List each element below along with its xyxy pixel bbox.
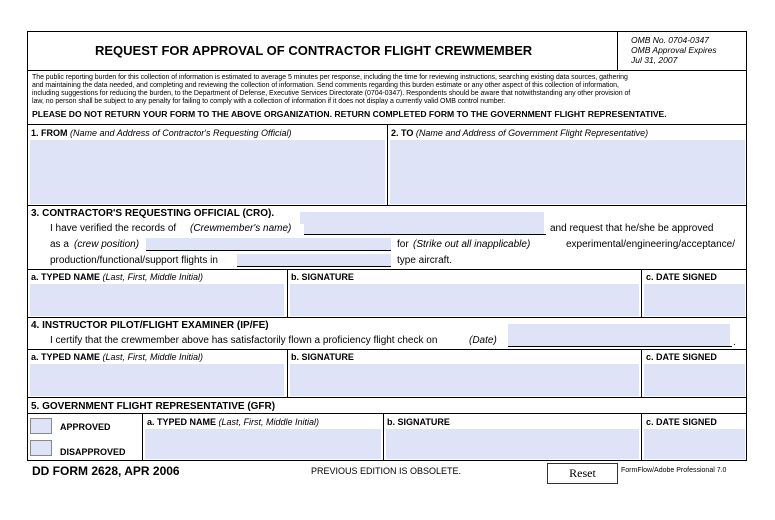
- section3-rule: [27, 317, 747, 318]
- from-label-text: 1. FROM: [31, 128, 68, 138]
- section4-typed-name-label: [31, 352, 203, 362]
- section5-typed-name-label: [147, 417, 319, 427]
- section3-divider-2: [641, 269, 642, 317]
- crewmember-name-field[interactable]: [304, 222, 544, 234]
- aircraft-type-field[interactable]: [237, 254, 391, 266]
- burden-line-1: The public reporting burden for this collection of information is estimated to average 5 minutes per response, including the time for reviewing instructions, searching existing data sources, gathering: [32, 74, 628, 81]
- section4-line1-date: (Date): [469, 335, 497, 346]
- section3-line2-a: as a: [50, 239, 69, 250]
- header-divider: [617, 31, 618, 70]
- form-title: REQUEST FOR APPROVAL OF CONTRACTOR FLIGHT CREWMEMBER: [95, 43, 533, 58]
- omb-date: Jul 31, 2007: [631, 55, 678, 65]
- section3-divider-1: [287, 269, 288, 317]
- section4-sig-rule: [27, 349, 747, 350]
- from-label-sub: (Name and Address of Contractor's Requesting Official): [70, 128, 292, 138]
- section5-divider-0: [142, 413, 143, 461]
- to-label-text: 2. TO: [391, 128, 414, 138]
- section3-line3-b: type aircraft.: [397, 255, 453, 266]
- software-credit: FormFlow/Adobe Professional 7.0: [621, 467, 727, 474]
- section5-typed-name-text: a. TYPED NAME: [147, 417, 217, 427]
- section5-sig-rule: [27, 413, 747, 414]
- block12-divider: [387, 124, 388, 205]
- section3-typed-name-text: a. TYPED NAME: [31, 272, 101, 282]
- omb-number: OMB No. 0704-0347: [631, 35, 709, 45]
- burden-warning: PLEASE DO NOT RETURN YOUR FORM TO THE ABOVE ORGANIZATION. RETURN COMPLETED FORM TO THE GOVERNMENT FLIGHT REPRESENTATIVE.: [32, 109, 667, 119]
- section5-divider-2: [641, 413, 642, 461]
- approved-checkbox[interactable]: [30, 418, 52, 434]
- section4-date-field[interactable]: [644, 364, 745, 396]
- to-field[interactable]: [390, 140, 745, 204]
- obsolete-notice: PREVIOUS EDITION IS OBSOLETE.: [311, 466, 462, 476]
- section4-divider-2: [641, 349, 642, 397]
- section3-line1-a: I have verified the records of: [50, 223, 177, 234]
- section5-signature-label: b. SIGNATURE: [387, 417, 450, 427]
- section4-rule: [27, 397, 747, 398]
- section3-signature-label: b. SIGNATURE: [291, 272, 354, 282]
- section3-line2-b: (crew position): [74, 239, 140, 250]
- section4-divider-1: [287, 349, 288, 397]
- section3-date-label: c. DATE SIGNED: [646, 272, 717, 282]
- approved-label: APPROVED: [60, 422, 111, 432]
- section5-title: 5. GOVERNMENT FLIGHT REPRESENTATIVE (GFR): [31, 401, 276, 412]
- crewmember-name-underline: [304, 234, 546, 235]
- crew-position-underline: [146, 250, 391, 251]
- to-label-sub: (Name and Address of Government Flight Representative): [415, 128, 649, 138]
- section3-typed-name-label: [31, 272, 203, 282]
- section4-period: .: [733, 337, 736, 348]
- section3-sig-rule: [27, 269, 747, 270]
- from-label: [31, 128, 292, 138]
- section5-date-label: c. DATE SIGNED: [646, 417, 717, 427]
- section3-line1-c: and request that he/she be approved: [550, 223, 714, 234]
- section4-typed-name-sub: (Last, First, Middle Initial): [102, 352, 204, 362]
- section3-signature-field[interactable]: [290, 284, 639, 316]
- section5-date-field[interactable]: [644, 429, 745, 459]
- section4-line1: I certify that the crewmember above has satisfactorily flown a proficiency flight check on: [50, 335, 438, 346]
- flight-check-date-underline: [508, 346, 732, 347]
- section3-typed-name-sub: (Last, First, Middle Initial): [102, 272, 204, 282]
- section3-line2-c: for: [397, 239, 409, 250]
- section4-signature-field[interactable]: [290, 364, 639, 396]
- section4-date-label: c. DATE SIGNED: [646, 352, 717, 362]
- section3-line2-d: (Strike out all inapplicable): [413, 239, 531, 250]
- header-rule: [27, 70, 747, 71]
- to-label: [391, 128, 648, 138]
- section5-divider-1: [383, 413, 384, 461]
- section4-signature-label: b. SIGNATURE: [291, 352, 354, 362]
- section3-title: 3. CONTRACTOR'S REQUESTING OFFICIAL (CRO).: [31, 208, 275, 219]
- block12-rule: [27, 205, 747, 206]
- burden-line-2: and maintaining the data needed, and completing and reviewing the collection of information. Send comments regarding this burden estimate or any other aspect of this collection of information,: [32, 82, 619, 89]
- section3-line3-a: production/functional/support flights in: [50, 255, 218, 266]
- section5-typed-name-field[interactable]: [145, 429, 381, 459]
- section4-typed-name-text: a. TYPED NAME: [31, 352, 101, 362]
- disapproved-checkbox[interactable]: [30, 440, 52, 456]
- from-field[interactable]: [30, 140, 385, 204]
- crew-position-field[interactable]: [146, 238, 391, 250]
- flight-check-date-field[interactable]: [508, 324, 730, 346]
- burden-line-4: law, no person shall be subject to any penalty for failing to comply with a collection of information if it does not display a currently valid OMB control number.: [32, 98, 506, 105]
- reset-button[interactable]: Reset: [547, 463, 618, 484]
- section5-typed-name-sub: (Last, First, Middle Initial): [218, 417, 320, 427]
- section3-line2-e: experimental/engineering/acceptance/: [566, 239, 735, 250]
- section4-title: 4. INSTRUCTOR PILOT/FLIGHT EXAMINER (IP/FE): [31, 320, 269, 331]
- section3-line1-b: (Crewmember's name): [190, 223, 292, 234]
- section3-typed-name-field[interactable]: [30, 284, 284, 316]
- burden-line-3: including suggestions for reducing the burden, to the Department of Defense, Executive Services Directorate (0704-0347). Respondents should be aware that notwithstanding any other provision of: [32, 90, 631, 97]
- section4-typed-name-field[interactable]: [30, 364, 284, 396]
- omb-approval: OMB Approval Expires: [631, 45, 717, 55]
- section3-date-field[interactable]: [644, 284, 745, 316]
- form-id: DD FORM 2628, APR 2006: [32, 464, 180, 478]
- disapproved-label: DISAPPROVED: [60, 447, 126, 457]
- section5-signature-field[interactable]: [386, 429, 639, 459]
- aircraft-type-underline: [237, 266, 391, 267]
